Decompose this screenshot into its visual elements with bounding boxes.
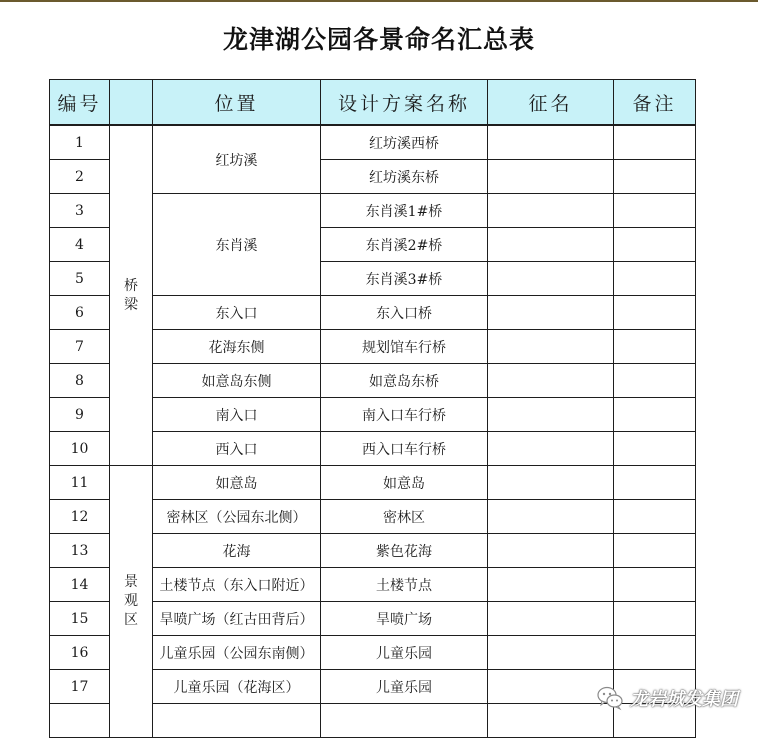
wechat-icon (596, 684, 624, 712)
row-number: 3 (50, 194, 110, 228)
location-cell: 儿童乐园（公园东南侧） (153, 636, 321, 670)
location-cell: 旱喷广场（红古田背后） (153, 602, 321, 636)
design-name-cell: 紫色花海 (321, 534, 488, 568)
category-char: 景 (124, 574, 138, 590)
remarks-cell[interactable] (614, 125, 696, 160)
solicited-name-cell[interactable] (488, 228, 614, 262)
solicited-name-cell[interactable] (488, 330, 614, 364)
watermark-text: 龙岩城发集团 (630, 689, 738, 710)
row-number: 14 (50, 568, 110, 602)
design-name-cell: 西入口车行桥 (321, 432, 488, 466)
category-char: 区 (124, 612, 138, 628)
naming-summary-table (49, 79, 696, 738)
solicited-name-cell[interactable] (488, 296, 614, 330)
empty-cell (488, 704, 614, 738)
design-name-cell: 东入口桥 (321, 296, 488, 330)
category-char: 观 (124, 593, 138, 609)
design-name-cell: 红坊溪东桥 (321, 160, 488, 194)
header-remarks: 备注 (614, 80, 696, 126)
row-number: 9 (50, 398, 110, 432)
row-number: 6 (50, 296, 110, 330)
location-cell: 密林区（公园东北侧） (153, 500, 321, 534)
remarks-cell[interactable] (614, 398, 696, 432)
location-cell: 如意岛 (153, 466, 321, 500)
location-cell: 西入口 (153, 432, 321, 466)
location-cell: 土楼节点（东入口附近） (153, 568, 321, 602)
location-cell: 如意岛东侧 (153, 364, 321, 398)
top-rule (0, 0, 758, 2)
row-number: 10 (50, 432, 110, 466)
location-cell: 东入口 (153, 296, 321, 330)
remarks-cell[interactable] (614, 602, 696, 636)
design-name-cell: 南入口车行桥 (321, 398, 488, 432)
design-name-cell: 东肖溪3#桥 (321, 262, 488, 296)
location-cell: 红坊溪 (153, 125, 321, 194)
remarks-cell[interactable] (614, 432, 696, 466)
solicited-name-cell[interactable] (488, 160, 614, 194)
watermark (596, 684, 738, 712)
table-row (50, 466, 696, 500)
solicited-name-cell[interactable] (488, 670, 614, 704)
row-number: 4 (50, 228, 110, 262)
row-number: 1 (50, 125, 110, 160)
header-design-name: 设计方案名称 (321, 80, 488, 126)
row-number: 5 (50, 262, 110, 296)
header-number: 编号 (50, 80, 110, 126)
design-name-cell: 东肖溪2#桥 (321, 228, 488, 262)
header-category (110, 80, 153, 126)
row-number: 8 (50, 364, 110, 398)
empty-cell (50, 704, 110, 738)
row-number: 2 (50, 160, 110, 194)
page-title: 龙津湖公园各景命名汇总表 (222, 25, 535, 54)
design-name-cell: 旱喷广场 (321, 602, 488, 636)
remarks-cell[interactable] (614, 636, 696, 670)
row-number: 11 (50, 466, 110, 500)
table-row (50, 125, 696, 160)
remarks-cell[interactable] (614, 466, 696, 500)
solicited-name-cell[interactable] (488, 636, 614, 670)
category-char: 桥 (124, 277, 138, 294)
category-char: 梁 (124, 296, 138, 313)
remarks-cell[interactable] (614, 500, 696, 534)
row-number: 12 (50, 500, 110, 534)
row-number: 16 (50, 636, 110, 670)
remarks-cell[interactable] (614, 296, 696, 330)
remarks-cell[interactable] (614, 160, 696, 194)
solicited-name-cell[interactable] (488, 398, 614, 432)
solicited-name-cell[interactable] (488, 568, 614, 602)
design-name-cell: 如意岛东桥 (321, 364, 488, 398)
solicited-name-cell[interactable] (488, 534, 614, 568)
category-cell-bridges (110, 125, 153, 466)
location-cell: 儿童乐园（花海区） (153, 670, 321, 704)
empty-cell (321, 704, 488, 738)
row-number: 7 (50, 330, 110, 364)
remarks-cell[interactable] (614, 262, 696, 296)
header-solicited-name: 征名 (488, 80, 614, 126)
design-name-cell: 土楼节点 (321, 568, 488, 602)
location-cell: 花海东侧 (153, 330, 321, 364)
row-number: 15 (50, 602, 110, 636)
location-cell: 东肖溪 (153, 194, 321, 296)
solicited-name-cell[interactable] (488, 432, 614, 466)
category-cell-landscape (110, 466, 153, 738)
design-name-cell: 儿童乐园 (321, 670, 488, 704)
design-name-cell: 儿童乐园 (321, 636, 488, 670)
header-row (50, 80, 696, 126)
remarks-cell[interactable] (614, 534, 696, 568)
design-name-cell: 密林区 (321, 500, 488, 534)
row-number: 17 (50, 670, 110, 704)
design-name-cell: 如意岛 (321, 466, 488, 500)
solicited-name-cell[interactable] (488, 125, 614, 160)
location-cell: 南入口 (153, 398, 321, 432)
remarks-cell[interactable] (614, 364, 696, 398)
solicited-name-cell[interactable] (488, 262, 614, 296)
solicited-name-cell[interactable] (488, 602, 614, 636)
empty-cell (153, 704, 321, 738)
solicited-name-cell[interactable] (488, 500, 614, 534)
location-cell: 花海 (153, 534, 321, 568)
remarks-cell[interactable] (614, 228, 696, 262)
design-name-cell: 规划馆车行桥 (321, 330, 488, 364)
solicited-name-cell[interactable] (488, 466, 614, 500)
remarks-cell[interactable] (614, 330, 696, 364)
design-name-cell: 红坊溪西桥 (321, 125, 488, 160)
design-name-cell: 东肖溪1#桥 (321, 194, 488, 228)
row-number: 13 (50, 534, 110, 568)
remarks-cell[interactable] (614, 568, 696, 602)
header-location: 位置 (153, 80, 321, 126)
solicited-name-cell[interactable] (488, 364, 614, 398)
remarks-cell[interactable] (614, 194, 696, 228)
solicited-name-cell[interactable] (488, 194, 614, 228)
